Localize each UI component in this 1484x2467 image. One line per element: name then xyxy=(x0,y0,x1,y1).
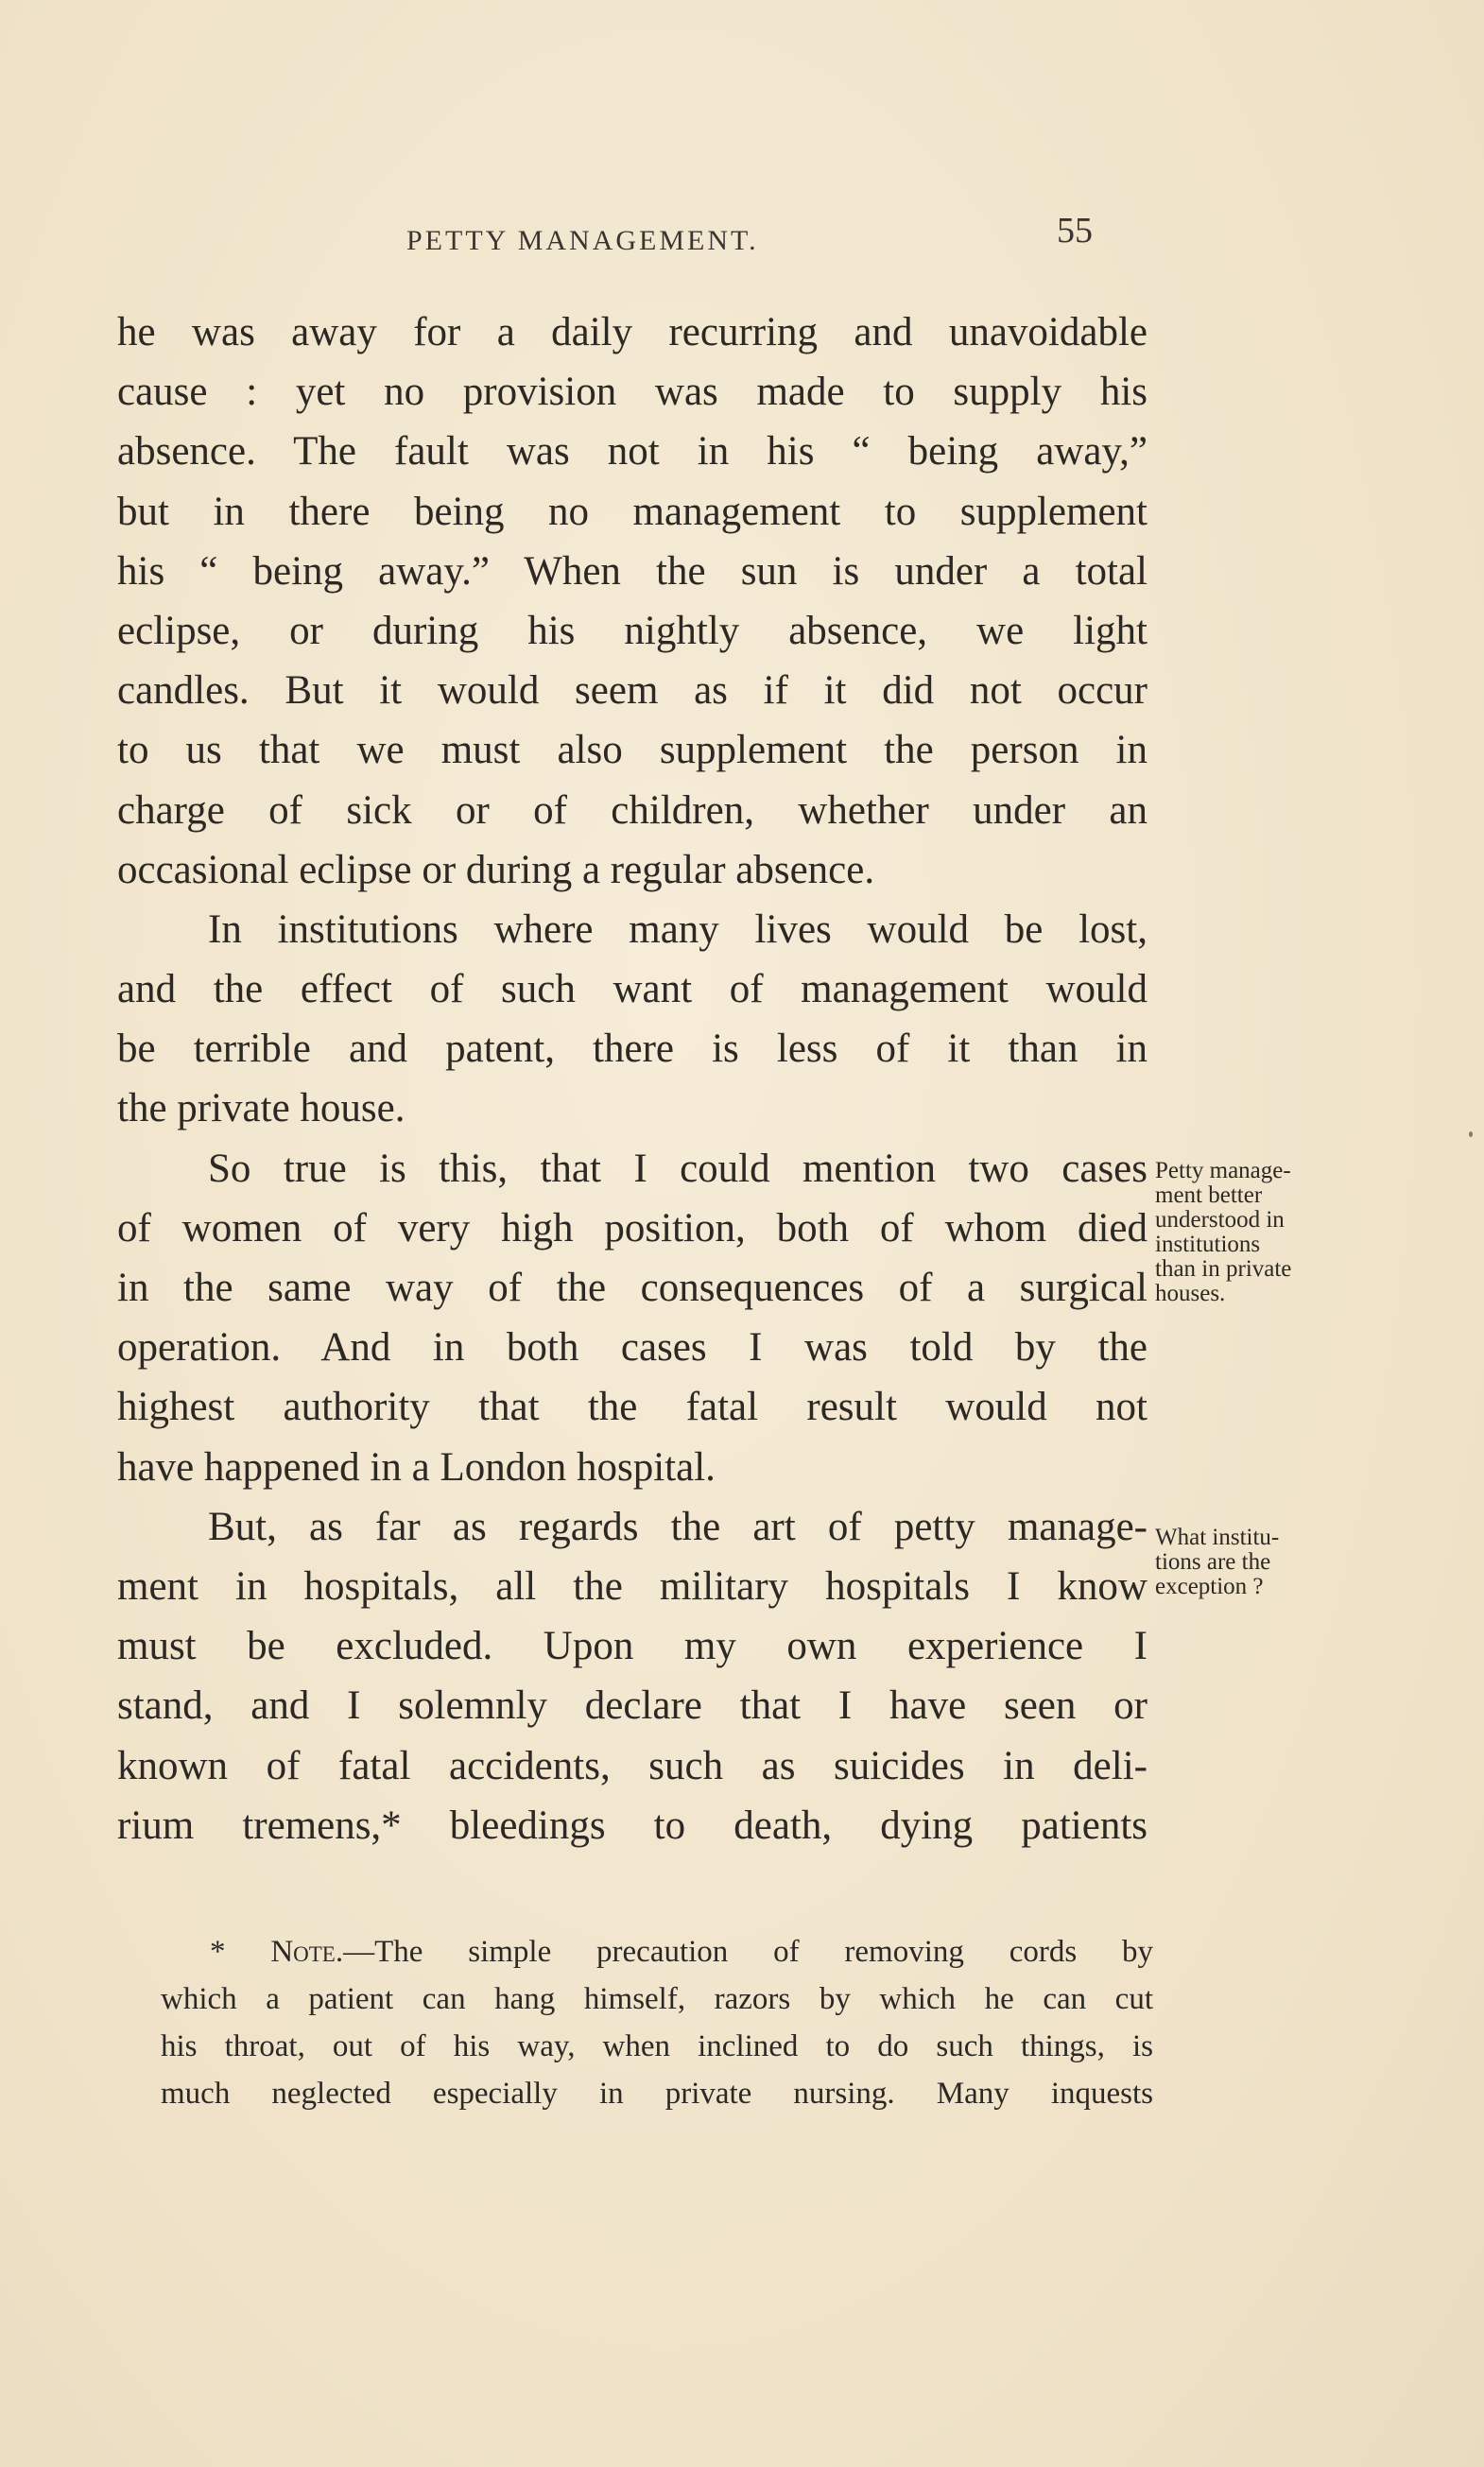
page-number: 55 xyxy=(1057,211,1093,250)
text-line: but in there being no management to supplement xyxy=(117,489,1148,534)
text-line: absence. The fault was not in his “ being away,” xyxy=(117,429,1148,474)
text-line: must be excluded. Upon my own experience I xyxy=(117,1624,1148,1669)
text-line: candles. But it would seem as if it did not occur xyxy=(117,668,1148,714)
running-title: PETTY MANAGEMENT. xyxy=(406,225,759,256)
marginal-note-line: Petty manage- xyxy=(1155,1158,1291,1183)
footnote-line: much neglected especially in private nursing. Many inquests xyxy=(161,2077,1153,2111)
footnote-marker: * xyxy=(210,1935,226,1969)
marginal-note-line: ment better xyxy=(1155,1182,1263,1208)
marginal-note-line: than in private xyxy=(1155,1256,1292,1282)
marginal-note-line: What institu- xyxy=(1155,1525,1280,1550)
text-line: occasional eclipse or during a regular absence. xyxy=(117,847,875,892)
text-line: stand, and I solemnly declare that I have seen or xyxy=(117,1683,1148,1729)
footnote-text: —The simple precaution of removing cords by xyxy=(343,1935,1153,1969)
marginal-note-line: tions are the xyxy=(1155,1549,1271,1575)
body-text xyxy=(117,302,1148,1855)
text-line: his “ being away.” When the sun is under a total xyxy=(117,548,1148,594)
paragraph-start-line: But, as far as regards the art of petty manage- xyxy=(208,1504,1148,1549)
text-line: known of fatal accidents, such as suicides in deli- xyxy=(117,1743,1148,1788)
text-line: eclipse, or during his nightly absence, we light xyxy=(117,608,1148,653)
text-line: charge of sick or of children, whether under an xyxy=(117,787,1148,833)
text-line: he was away for a daily recurring and unavoidable xyxy=(117,310,1148,354)
text-line: highest authority that the fatal result would not xyxy=(117,1385,1148,1430)
marginal-note-line: institutions xyxy=(1155,1232,1261,1257)
text-line: rium tremens,* bleedings to death, dying patients xyxy=(117,1803,1148,1848)
marginal-note-petty-management xyxy=(1155,1159,1354,1306)
footnote-label: Note. xyxy=(270,1935,344,1969)
footnote-line xyxy=(161,1928,1153,1975)
text-line: of women of very high position, both of whom died xyxy=(117,1205,1148,1251)
footnote xyxy=(161,1928,1153,2117)
marginal-note-line: houses. xyxy=(1155,1281,1226,1306)
footnote-line: his throat, out of his way, when inclined to do such things, is xyxy=(161,2029,1153,2063)
marginal-note-line: exception ? xyxy=(1155,1574,1264,1599)
text-line: operation. And in both cases I was told by the xyxy=(117,1325,1148,1371)
text-line: and the effect of such want of management would xyxy=(117,967,1148,1012)
paper-speck xyxy=(1469,1131,1473,1137)
text-line: be terrible and patent, there is less of it than in xyxy=(117,1026,1148,1072)
text-line: the private house. xyxy=(117,1086,406,1131)
marginal-note-line: understood in xyxy=(1155,1207,1285,1233)
paragraph-start-line: So true is this, that I could mention two cases xyxy=(208,1146,1148,1191)
text-line: have happened in a London hospital. xyxy=(117,1444,716,1490)
marginal-note-institutions-exception xyxy=(1155,1526,1354,1599)
paragraph-start-line: In institutions where many lives would be lost, xyxy=(208,906,1148,952)
text-line: in the same way of the consequences of a surgical xyxy=(117,1266,1148,1310)
text-line: ment in hospitals, all the military hospitals I know xyxy=(117,1563,1148,1609)
text-line: cause : yet no provision was made to supply his xyxy=(117,370,1148,415)
text-line: to us that we must also supplement the person in xyxy=(117,728,1148,773)
footnote-line: which a patient can hang himself, razors by which he can cut xyxy=(161,1982,1153,2016)
